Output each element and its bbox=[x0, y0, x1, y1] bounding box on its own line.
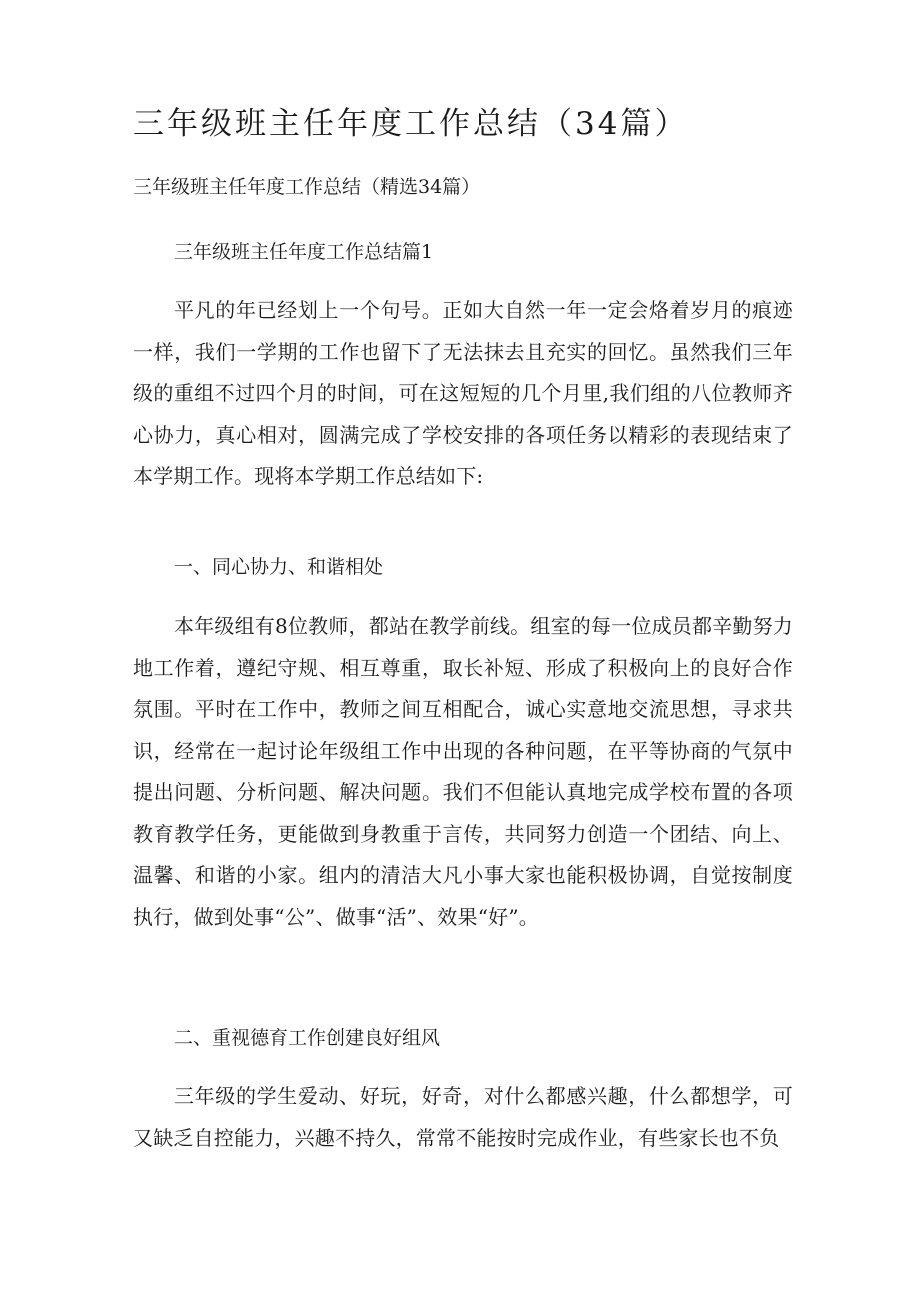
document-subtitle: 三年级班主任年度工作总结（精选34篇） bbox=[133, 176, 481, 198]
document-title: 三年级班主任年度工作总结（34篇） bbox=[133, 106, 689, 142]
paragraph-intro: 平凡的年已经划上一个句号。正如大自然一年一定会烙着岁月的痕迹一样，我们一学期的工作也留下了无法抹去且充实的回忆。虽然我们三年级的重组不过四个月的时间，可在这短短的几个月里,我们组的八位教师齐心协力，真心相对，圆满完成了学校安排的各项任务以精彩的表现结束了本学期工作。现将本学期工作总结如下: bbox=[133, 298, 793, 488]
paragraph-moral-education: 三年级的学生爱动、好玩，好奇，对什么都感兴趣，什么都想学，可又缺乏自控能力，兴趣不持久，常常不能按时完成作业，有些家长也不负 bbox=[133, 1084, 793, 1150]
heading-moral-education: 二、重视德育工作创建良好组风 bbox=[174, 1027, 441, 1049]
heading-cooperation: 一、同心协力、和谐相处 bbox=[174, 556, 384, 578]
paragraph-cooperation: 本年级组有8位教师，都站在教学前线。组室的每一位成员都辛勤努力地工作着，遵纪守规、相互尊重，取长补短、形成了积极向上的良好合作氛围。平时在工作中，教师之间互相配合，诚心实意地交流思想，寻求共识，经常在一起讨论年级组工作中出现的各种问题，在平等协商的气氛中提出问题、分析问题、解决问题。我们不但能认真地完成学校布置的各项教育教学任务，更能做到身教重于言传，共同努力创造一个团结、向上、温馨、和谐的小家。组内的清洁大凡小事大家也能积极协调，自觉按制度执行，做到处事“公”、做事“活”、效果“好”。 bbox=[133, 614, 793, 929]
section-heading: 三年级班主任年度工作总结篇1 bbox=[174, 241, 434, 263]
